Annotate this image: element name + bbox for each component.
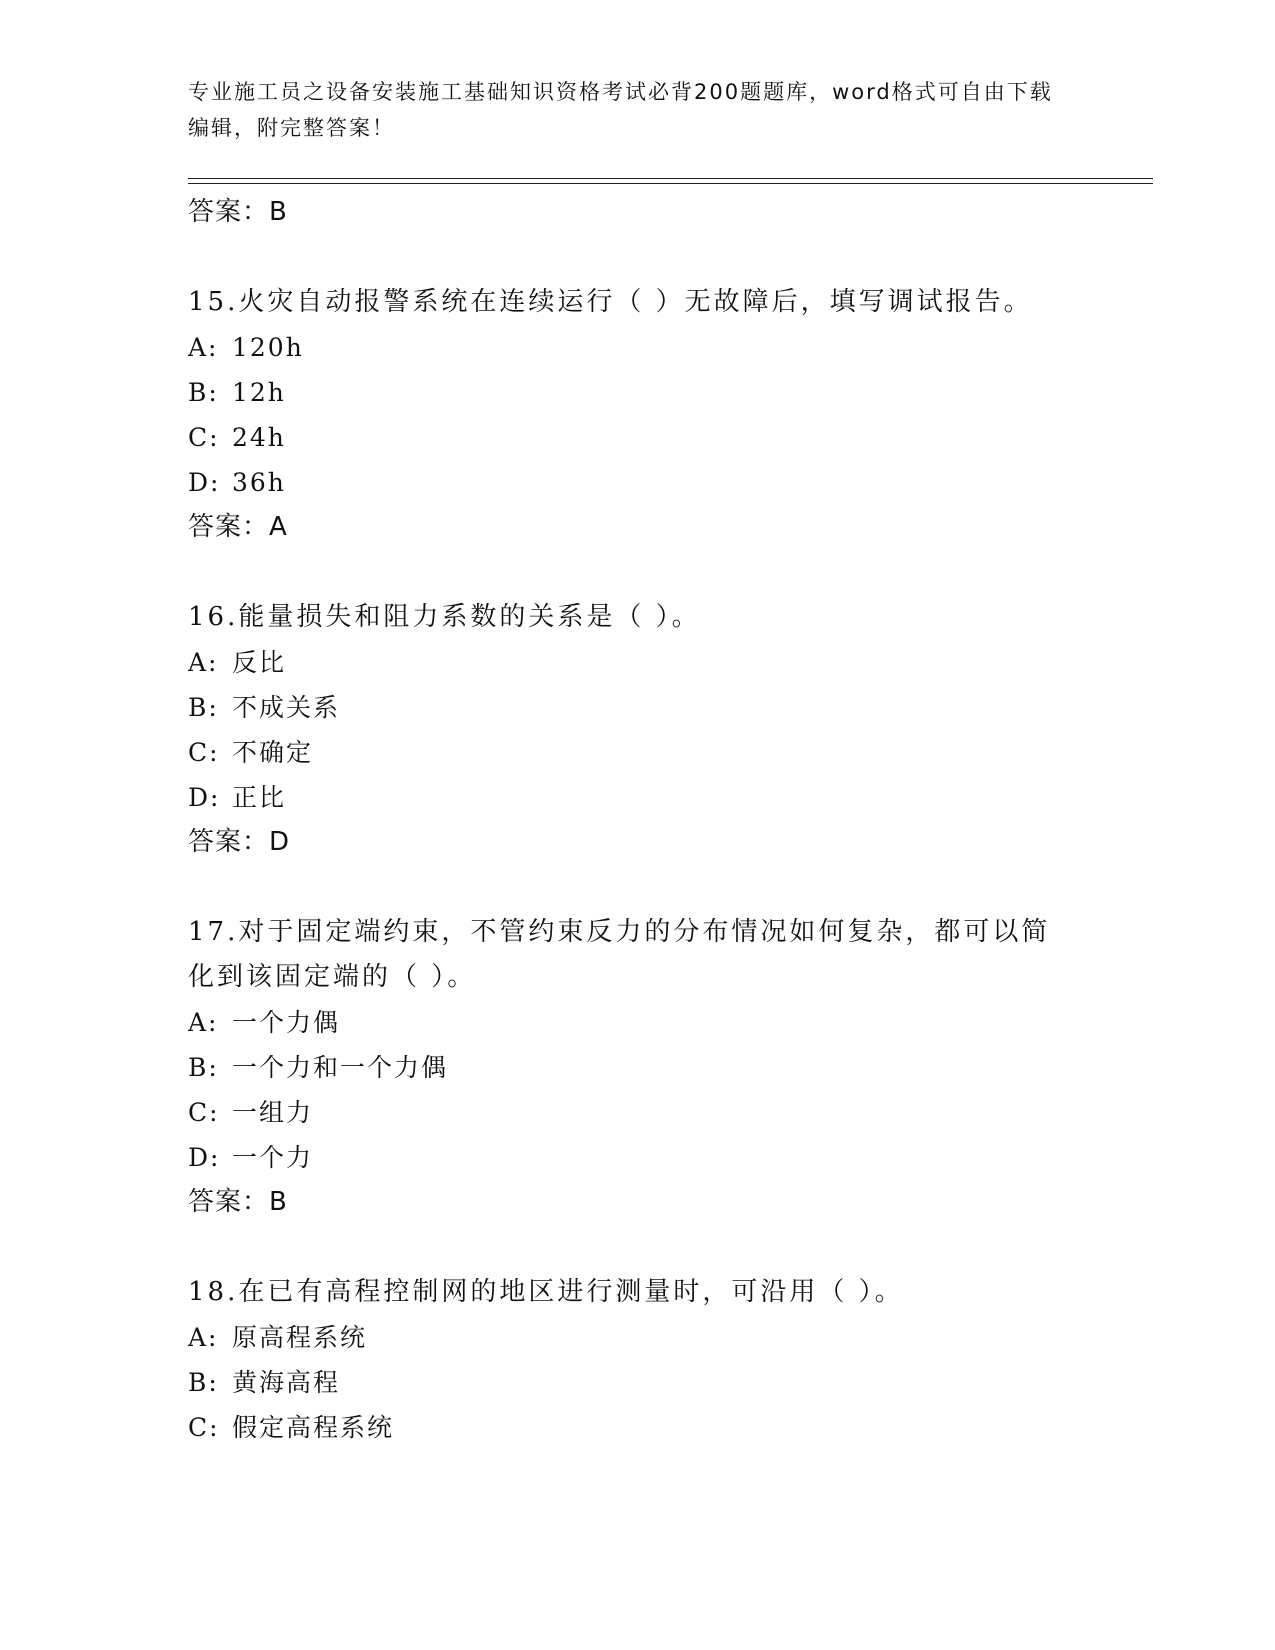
option-letter: A:	[188, 333, 219, 362]
option-text: 一个力偶	[232, 1008, 341, 1037]
option-c	[188, 1405, 1153, 1450]
question-item	[188, 280, 1153, 550]
option-a	[188, 640, 1153, 685]
answer-line: 答案：D	[188, 827, 291, 857]
option-text: 36h	[232, 468, 286, 497]
question-stem: 17.对于固定端约束，不管约束反力的分布情况如何复杂，都可以简化到该固定端的（ ）。	[188, 917, 1051, 992]
option-a	[188, 325, 1153, 370]
option-letter: B:	[188, 378, 219, 407]
answer-line: 答案：B	[188, 197, 288, 227]
option-text: 一组力	[232, 1098, 314, 1127]
option-b	[188, 1045, 1153, 1090]
option-c	[188, 730, 1153, 775]
option-text: 一个力	[232, 1143, 314, 1172]
option-text: 反比	[232, 648, 287, 677]
option-text: 12h	[232, 378, 286, 407]
header-rule-top	[188, 178, 1153, 179]
option-text: 一个力和一个力偶	[232, 1053, 449, 1082]
option-letter: A:	[188, 1008, 219, 1037]
option-c	[188, 415, 1153, 460]
option-d	[188, 460, 1153, 505]
option-letter: C:	[188, 1413, 220, 1442]
question-stem: 15.火灾自动报警系统在连续运行（ ）无故障后，填写调试报告。	[188, 287, 1033, 317]
option-c	[188, 1090, 1153, 1135]
option-letter: C:	[188, 423, 220, 452]
option-text: 不成关系	[232, 693, 341, 722]
option-text: 120h	[232, 333, 304, 362]
option-d	[188, 775, 1153, 820]
option-letter: A:	[188, 1323, 219, 1352]
question-item	[188, 1270, 1153, 1450]
question-item	[188, 910, 1153, 1225]
option-a	[188, 1315, 1153, 1360]
option-letter: A:	[188, 648, 219, 677]
option-text: 原高程系统	[232, 1323, 368, 1352]
option-letter: B:	[188, 1368, 219, 1397]
option-text: 不确定	[232, 738, 314, 767]
option-letter: B:	[188, 693, 219, 722]
option-a	[188, 1000, 1153, 1045]
option-letter: C:	[188, 738, 220, 767]
question-list	[188, 190, 1153, 1450]
option-letter: D:	[188, 783, 221, 812]
question-stem: 18.在已有高程控制网的地区进行测量时，可沿用（ ）。	[188, 1277, 904, 1307]
question-stem: 16.能量损失和阻力系数的关系是（ ）。	[188, 602, 701, 632]
document-header: 专业施工员之设备安装施工基础知识资格考试必背200题题库，word格式可自由下载编辑，附完整答案！	[188, 80, 1053, 140]
option-text: 黄海高程	[232, 1368, 341, 1397]
option-letter: D:	[188, 1143, 221, 1172]
question-item	[188, 595, 1153, 865]
answer-line: 答案：A	[188, 512, 288, 542]
option-d	[188, 1135, 1153, 1180]
option-letter: B:	[188, 1053, 219, 1082]
header-rule-bottom	[188, 183, 1153, 184]
option-b	[188, 1360, 1153, 1405]
option-letter: C:	[188, 1098, 220, 1127]
option-text: 24h	[232, 423, 286, 452]
answer-line: 答案：B	[188, 1187, 288, 1217]
option-text: 假定高程系统	[232, 1413, 395, 1442]
option-b	[188, 370, 1153, 415]
option-text: 正比	[232, 783, 287, 812]
option-letter: D:	[188, 468, 221, 497]
option-b	[188, 685, 1153, 730]
